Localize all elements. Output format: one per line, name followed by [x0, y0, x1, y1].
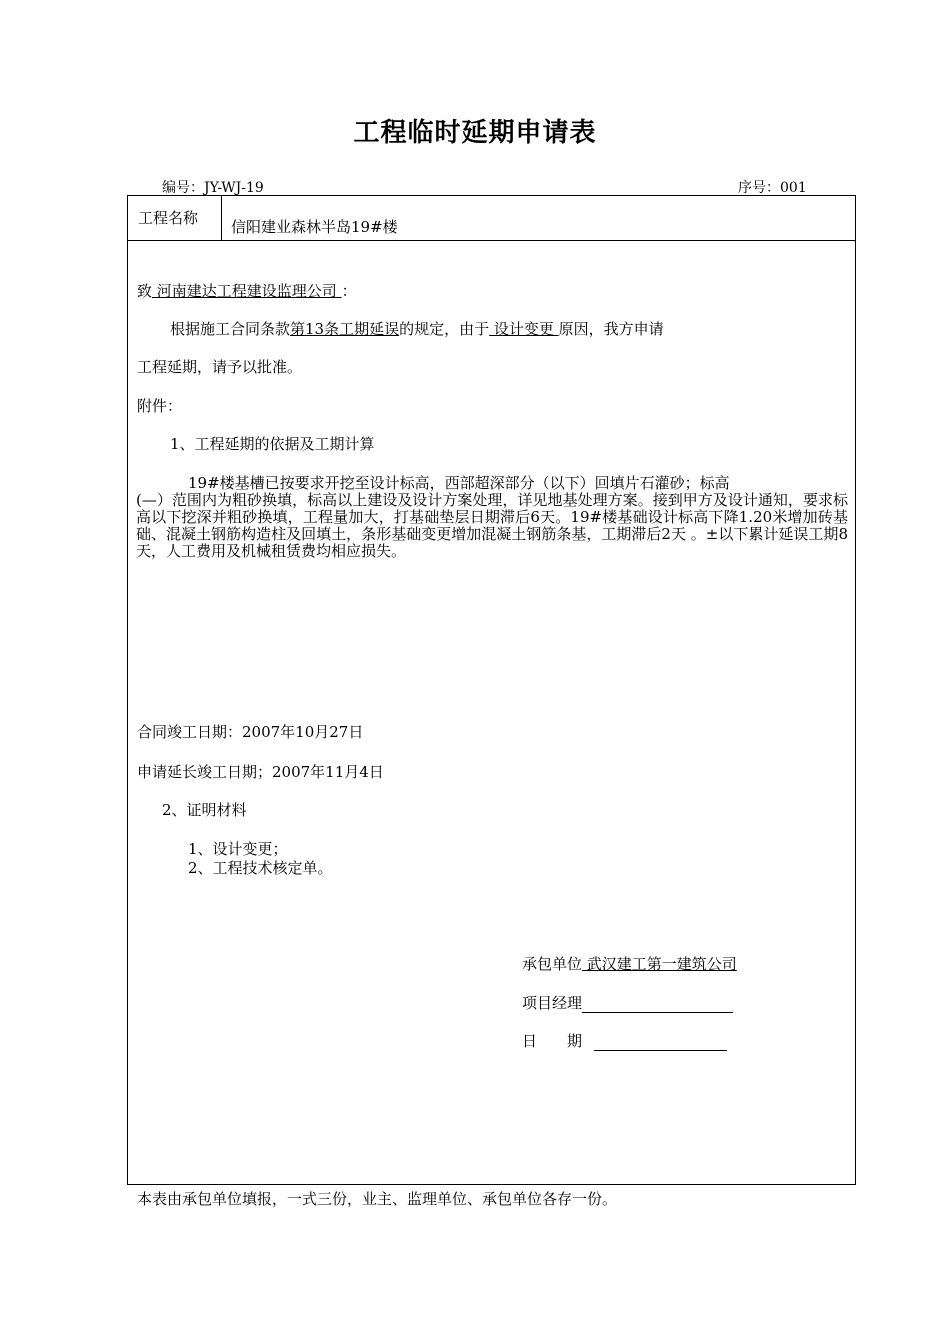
request-text-3: 原因，我方申请 — [558, 320, 664, 338]
project-name-divider — [128, 240, 855, 241]
item2-title: 2、证明材料 — [162, 801, 247, 819]
addressee-prefix: 致 — [137, 282, 153, 300]
project-name-value: 信阳建业森林半岛19#楼 — [231, 218, 398, 236]
request-line-2: 工程延期，请予以批准。 — [137, 358, 303, 376]
form-footnote: 本表由承包单位填报，一式三份，业主、监理单位、承包单位各存一份。 — [137, 1190, 618, 1208]
addressee-company: 河南建达工程建设监理公司 — [152, 282, 342, 300]
contractor-line — [522, 954, 737, 974]
item1-body-first-line: 19#楼基槽已按要求开挖至设计标高，西部超深部分（以下）回填片石灌砂；标高 — [188, 474, 730, 492]
item1-title: 1、工程延期的依据及工期计算 — [170, 435, 375, 453]
request-line — [170, 319, 664, 339]
item1-body: (—）范围内为粗砂换填，标高以上建设及设计方案处理，详见地基处理方案。接到甲方及设计通知，要求标高以下挖深并粗砂换填，工程量加大，打基础垫层日期滞后6天。19#楼基础设计标高下降1.20米增加砖基础、混凝土钢筋构造柱及回填土，条形基础变更增加混凝土钢筋条基，工期滞后2天 。±以下累计延误工期8天，人工费用及机械租赁费均相应损失。 — [136, 491, 848, 560]
addressee-line — [137, 281, 357, 301]
request-reason: 设计变更 — [489, 320, 559, 338]
proof-item-2: 2、工程技术核定单。 — [188, 859, 333, 877]
addressee-suffix: ： — [341, 282, 357, 300]
date-blank[interactable] — [594, 1034, 727, 1051]
form-serial: 序号：001 — [738, 180, 807, 196]
form-title: 工程临时延期申请表 — [353, 118, 597, 148]
contract-completion-date: 合同竣工日期：2007年10月27日 — [137, 723, 364, 741]
contractor-value: 武汉建工第一建筑公司 — [582, 955, 737, 973]
request-text-2: 的规定，由于 — [399, 320, 490, 338]
manager-signature-blank[interactable] — [582, 996, 733, 1013]
date-line — [522, 1031, 727, 1051]
manager-line — [522, 993, 733, 1013]
form-code: 编号：JY-WJ-19 — [162, 180, 264, 196]
form-frame — [127, 195, 856, 1185]
date-label: 日 期 — [522, 1032, 583, 1050]
contractor-label: 承包单位 — [522, 955, 583, 973]
request-text-1: 根据施工合同条款 — [170, 320, 291, 338]
attachments-label: 附件： — [137, 397, 183, 415]
manager-label: 项目经理 — [522, 994, 583, 1012]
extended-completion-date: 申请延长竣工日期；2007年11月4日 — [137, 763, 384, 781]
request-clause: 第13条工期延误 — [290, 320, 400, 338]
proof-item-1: 1、设计变更； — [188, 840, 288, 858]
project-name-label: 工程名称 — [138, 209, 199, 227]
